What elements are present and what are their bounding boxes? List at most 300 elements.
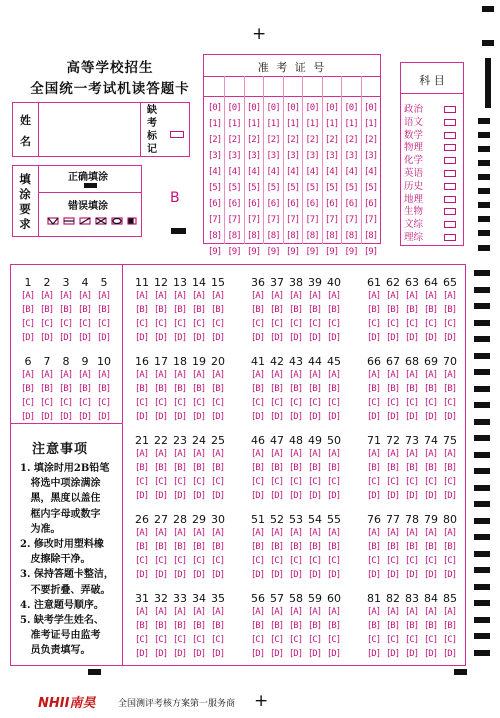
answer-bubble[interactable]: [D] <box>153 491 168 501</box>
answer-bubble[interactable]: [A] <box>153 449 168 459</box>
answer-bubble[interactable]: [D] <box>404 333 419 343</box>
answer-bubble[interactable]: [A] <box>326 607 341 617</box>
answer-bubble[interactable]: [A] <box>134 607 149 617</box>
answer-bubble[interactable]: [C] <box>58 398 73 408</box>
answer-bubble[interactable]: [D] <box>134 649 149 659</box>
answer-bubble[interactable]: [B] <box>366 621 381 631</box>
answer-bubble[interactable]: [A] <box>442 370 457 380</box>
answer-bubble[interactable]: [B] <box>307 621 322 631</box>
answer-bubble[interactable]: [A] <box>172 528 187 538</box>
answer-bubble[interactable]: [C] <box>269 635 284 645</box>
exam-id-column[interactable] <box>323 100 340 260</box>
answer-bubble[interactable]: [B] <box>153 384 168 394</box>
answer-bubble[interactable]: [C] <box>39 398 54 408</box>
answer-bubble[interactable]: [B] <box>288 384 303 394</box>
answer-bubble[interactable]: [A] <box>442 449 457 459</box>
answer-bubble[interactable]: [D] <box>172 491 187 501</box>
answer-bubble[interactable]: [A] <box>39 291 54 301</box>
answer-bubble[interactable]: [C] <box>404 398 419 408</box>
answer-bubble[interactable]: [A] <box>210 449 225 459</box>
answer-bubble[interactable]: [A] <box>404 449 419 459</box>
answer-bubble[interactable]: [D] <box>134 412 149 422</box>
subject-bubble[interactable] <box>444 132 456 139</box>
answer-bubble[interactable]: [A] <box>404 291 419 301</box>
subject-option[interactable] <box>404 180 456 193</box>
answer-bubble[interactable]: [D] <box>442 570 457 580</box>
answer-bubble[interactable]: [A] <box>250 528 265 538</box>
answer-bubble[interactable]: [D] <box>366 412 381 422</box>
exam-id-digit[interactable]: [8] <box>305 231 319 241</box>
exam-id-digit[interactable]: [6] <box>207 199 222 209</box>
answer-bubble[interactable]: [C] <box>423 477 438 487</box>
absent-mark-box[interactable] <box>170 131 184 138</box>
answer-bubble[interactable]: [D] <box>326 570 341 580</box>
answer-bubble[interactable]: [D] <box>172 570 187 580</box>
answer-bubble[interactable]: [A] <box>153 607 168 617</box>
answer-bubble[interactable]: [C] <box>269 477 284 487</box>
exam-id-column[interactable] <box>206 100 223 260</box>
answer-bubble[interactable]: [B] <box>172 542 187 552</box>
exam-id-digit[interactable]: [5] <box>227 183 241 193</box>
exam-id-column[interactable] <box>284 100 301 260</box>
exam-id-digit[interactable]: [8] <box>246 231 261 241</box>
answer-bubble[interactable]: [A] <box>366 291 381 301</box>
subject-option[interactable] <box>404 103 456 116</box>
answer-bubble[interactable]: [A] <box>269 449 284 459</box>
answer-bubble[interactable]: [C] <box>210 398 225 408</box>
answer-bubble[interactable]: [B] <box>77 384 92 394</box>
answer-bubble[interactable]: [C] <box>404 477 419 487</box>
answer-bubble[interactable]: [B] <box>423 542 438 552</box>
answer-bubble[interactable]: [C] <box>326 319 341 329</box>
answer-bubble[interactable]: [A] <box>385 370 400 380</box>
answer-bubble[interactable]: [C] <box>172 477 187 487</box>
answer-bubble[interactable]: [A] <box>423 370 438 380</box>
exam-id-column[interactable] <box>362 100 379 260</box>
answer-bubble[interactable]: [D] <box>96 412 111 422</box>
answer-bubble[interactable]: [C] <box>307 556 322 566</box>
exam-id-digit[interactable]: [9] <box>324 247 339 257</box>
answer-bubble[interactable]: [B] <box>191 621 206 631</box>
answer-bubble[interactable]: [B] <box>288 305 303 315</box>
answer-bubble[interactable]: [A] <box>191 528 206 538</box>
answer-bubble[interactable]: [A] <box>385 449 400 459</box>
exam-id-digit[interactable]: [5] <box>344 183 358 193</box>
answer-bubble[interactable]: [A] <box>404 528 419 538</box>
answer-bubble[interactable]: [C] <box>288 398 303 408</box>
answer-bubble[interactable]: [A] <box>191 291 206 301</box>
answer-bubble[interactable]: [B] <box>250 463 265 473</box>
answer-bubble[interactable]: [D] <box>210 491 225 501</box>
answer-bubble[interactable]: [B] <box>385 621 400 631</box>
answer-bubble[interactable]: [A] <box>307 528 322 538</box>
answer-bubble[interactable]: [B] <box>172 305 187 315</box>
answer-bubble[interactable]: [A] <box>153 291 168 301</box>
exam-id-digit[interactable]: [2] <box>266 135 280 145</box>
answer-bubble[interactable]: [A] <box>210 291 225 301</box>
answer-bubble[interactable]: [A] <box>404 370 419 380</box>
answer-bubble[interactable]: [D] <box>423 649 438 659</box>
answer-bubble[interactable]: [B] <box>423 621 438 631</box>
exam-id-digit[interactable]: [7] <box>266 215 280 225</box>
answer-bubble[interactable]: [D] <box>288 412 303 422</box>
exam-id-column[interactable] <box>245 100 262 260</box>
answer-bubble[interactable]: [A] <box>423 607 438 617</box>
answer-bubble[interactable]: [D] <box>423 491 438 501</box>
answer-bubble[interactable]: [B] <box>366 542 381 552</box>
answer-bubble[interactable]: [B] <box>250 621 265 631</box>
exam-id-column[interactable] <box>343 100 360 260</box>
answer-bubble[interactable]: [C] <box>404 319 419 329</box>
answer-bubble[interactable]: [C] <box>39 319 54 329</box>
answer-bubble[interactable]: [A] <box>210 607 225 617</box>
exam-id-digit[interactable]: [3] <box>246 151 261 161</box>
subject-option[interactable] <box>404 193 456 206</box>
answer-bubble[interactable]: [C] <box>134 319 149 329</box>
answer-bubble[interactable]: [C] <box>77 319 92 329</box>
answer-bubble[interactable]: [C] <box>442 319 457 329</box>
answer-bubble[interactable]: [D] <box>96 333 111 343</box>
exam-id-digit[interactable]: [3] <box>363 151 378 161</box>
answer-bubble[interactable]: [D] <box>326 412 341 422</box>
answer-bubble[interactable]: [D] <box>269 491 284 501</box>
answer-bubble[interactable]: [B] <box>366 463 381 473</box>
answer-bubble[interactable]: [A] <box>172 449 187 459</box>
answer-bubble[interactable]: [D] <box>385 491 400 501</box>
answer-bubble[interactable]: [B] <box>307 384 322 394</box>
answer-bubble[interactable]: [C] <box>153 477 168 487</box>
answer-bubble[interactable]: [C] <box>326 556 341 566</box>
answer-bubble[interactable]: [B] <box>153 305 168 315</box>
exam-id-digit[interactable]: [1] <box>344 119 358 129</box>
subject-option[interactable] <box>404 231 456 244</box>
exam-id-digit[interactable]: [2] <box>285 135 300 145</box>
exam-id-digit[interactable]: [8] <box>227 231 241 241</box>
exam-id-digit[interactable]: [0] <box>305 103 319 113</box>
answer-bubble[interactable]: [C] <box>153 635 168 645</box>
answer-bubble[interactable]: [D] <box>153 570 168 580</box>
exam-id-digit[interactable]: [5] <box>207 183 222 193</box>
answer-bubble[interactable]: [B] <box>153 542 168 552</box>
answer-bubble[interactable]: [B] <box>326 621 341 631</box>
exam-id-digit[interactable]: [5] <box>324 183 339 193</box>
answer-bubble[interactable]: [B] <box>288 542 303 552</box>
exam-id-digit[interactable]: [9] <box>246 247 261 257</box>
answer-bubble[interactable]: [B] <box>134 305 149 315</box>
answer-bubble[interactable]: [C] <box>96 319 111 329</box>
subject-option[interactable] <box>404 205 456 218</box>
answer-bubble[interactable]: [B] <box>210 305 225 315</box>
subject-option[interactable] <box>404 129 456 142</box>
answer-bubble[interactable]: [C] <box>77 398 92 408</box>
answer-bubble[interactable]: [D] <box>172 649 187 659</box>
answer-bubble[interactable]: [C] <box>366 477 381 487</box>
answer-bubble[interactable]: [A] <box>423 291 438 301</box>
exam-id-digit[interactable]: [6] <box>324 199 339 209</box>
answer-bubble[interactable]: [B] <box>423 384 438 394</box>
answer-bubble[interactable]: [D] <box>307 570 322 580</box>
exam-id-digit[interactable]: [1] <box>266 119 280 129</box>
answer-bubble[interactable]: [D] <box>191 333 206 343</box>
exam-id-digit[interactable]: [3] <box>305 151 319 161</box>
answer-bubble[interactable]: [A] <box>250 449 265 459</box>
answer-bubble[interactable]: [D] <box>423 570 438 580</box>
answer-bubble[interactable]: [B] <box>326 463 341 473</box>
exam-id-digit[interactable]: [7] <box>324 215 339 225</box>
exam-id-digit[interactable]: [7] <box>246 215 261 225</box>
exam-id-digit[interactable]: [0] <box>246 103 261 113</box>
answer-bubble[interactable]: [C] <box>442 477 457 487</box>
exam-id-digit[interactable]: [4] <box>305 167 319 177</box>
answer-bubble[interactable]: [C] <box>20 398 35 408</box>
exam-id-digit[interactable]: [1] <box>246 119 261 129</box>
answer-bubble[interactable]: [B] <box>210 621 225 631</box>
subject-bubble[interactable] <box>444 144 456 151</box>
answer-bubble[interactable]: [C] <box>153 319 168 329</box>
exam-id-digit[interactable]: [0] <box>363 103 378 113</box>
answer-bubble[interactable]: [B] <box>385 463 400 473</box>
answer-bubble[interactable]: [C] <box>153 398 168 408</box>
answer-bubble[interactable]: [B] <box>191 305 206 315</box>
answer-bubble[interactable]: [A] <box>326 291 341 301</box>
answer-bubble[interactable]: [A] <box>385 528 400 538</box>
exam-id-digit[interactable]: [5] <box>266 183 280 193</box>
subject-bubble[interactable] <box>444 157 456 164</box>
answer-bubble[interactable]: [B] <box>404 542 419 552</box>
answer-bubble[interactable]: [C] <box>385 398 400 408</box>
answer-bubble[interactable]: [A] <box>20 370 35 380</box>
answer-bubble[interactable]: [A] <box>250 370 265 380</box>
exam-id-digit[interactable]: [4] <box>344 167 358 177</box>
answer-bubble[interactable]: [B] <box>172 384 187 394</box>
answer-bubble[interactable]: [B] <box>210 384 225 394</box>
exam-id-digit[interactable]: [3] <box>227 151 241 161</box>
answer-bubble[interactable]: [D] <box>288 649 303 659</box>
answer-bubble[interactable]: [C] <box>442 398 457 408</box>
exam-id-digit[interactable]: [1] <box>227 119 241 129</box>
answer-bubble[interactable]: [C] <box>442 556 457 566</box>
answer-bubble[interactable]: [A] <box>269 607 284 617</box>
answer-bubble[interactable]: [D] <box>210 649 225 659</box>
answer-bubble[interactable]: [D] <box>269 412 284 422</box>
answer-bubble[interactable]: [C] <box>366 398 381 408</box>
answer-bubble[interactable]: [D] <box>307 649 322 659</box>
answer-bubble[interactable]: [A] <box>404 607 419 617</box>
answer-bubble[interactable]: [B] <box>385 542 400 552</box>
exam-id-digit[interactable]: [7] <box>344 215 358 225</box>
answer-bubble[interactable]: [A] <box>96 291 111 301</box>
exam-id-digit[interactable]: [2] <box>363 135 378 145</box>
exam-id-digit[interactable]: [3] <box>207 151 222 161</box>
answer-bubble[interactable]: [A] <box>134 291 149 301</box>
exam-id-digit[interactable]: [7] <box>305 215 319 225</box>
answer-bubble[interactable]: [A] <box>77 291 92 301</box>
answer-bubble[interactable]: [A] <box>442 528 457 538</box>
exam-id-digit[interactable]: [1] <box>324 119 339 129</box>
answer-bubble[interactable]: [C] <box>191 477 206 487</box>
answer-bubble[interactable]: [C] <box>134 477 149 487</box>
exam-id-digit[interactable]: [2] <box>227 135 241 145</box>
answer-bubble[interactable]: [B] <box>191 463 206 473</box>
answer-bubble[interactable]: [B] <box>134 542 149 552</box>
answer-bubble[interactable]: [D] <box>307 491 322 501</box>
exam-id-digit[interactable]: [9] <box>363 247 378 257</box>
answer-bubble[interactable]: [A] <box>269 291 284 301</box>
answer-bubble[interactable]: [B] <box>442 305 457 315</box>
answer-bubble[interactable]: [B] <box>288 621 303 631</box>
answer-bubble[interactable]: [B] <box>404 305 419 315</box>
answer-bubble[interactable]: [D] <box>250 333 265 343</box>
exam-id-digit[interactable]: [4] <box>246 167 261 177</box>
answer-bubble[interactable]: [C] <box>366 635 381 645</box>
exam-id-digit[interactable]: [9] <box>227 247 241 257</box>
answer-bubble[interactable]: [A] <box>210 528 225 538</box>
answer-bubble[interactable]: [D] <box>404 649 419 659</box>
answer-bubble[interactable]: [B] <box>250 542 265 552</box>
exam-id-digit[interactable]: [8] <box>207 231 222 241</box>
answer-bubble[interactable]: [C] <box>250 635 265 645</box>
answer-bubble[interactable]: [B] <box>326 542 341 552</box>
exam-id-digit[interactable]: [5] <box>363 183 378 193</box>
exam-id-digit[interactable]: [4] <box>363 167 378 177</box>
answer-bubble[interactable]: [A] <box>366 528 381 538</box>
exam-id-digit[interactable]: [6] <box>363 199 378 209</box>
answer-bubble[interactable]: [C] <box>366 556 381 566</box>
answer-bubble[interactable]: [D] <box>250 491 265 501</box>
answer-bubble[interactable]: [C] <box>385 477 400 487</box>
exam-id-digit[interactable]: [7] <box>285 215 300 225</box>
answer-bubble[interactable]: [D] <box>153 412 168 422</box>
answer-bubble[interactable]: [A] <box>172 291 187 301</box>
answer-bubble[interactable]: [C] <box>191 635 206 645</box>
answer-bubble[interactable]: [B] <box>96 384 111 394</box>
answer-bubble[interactable]: [C] <box>326 398 341 408</box>
subject-option[interactable] <box>404 218 456 231</box>
answer-bubble[interactable]: [D] <box>366 333 381 343</box>
answer-bubble[interactable]: [C] <box>250 556 265 566</box>
answer-bubble[interactable]: [B] <box>58 384 73 394</box>
answer-bubble[interactable]: [C] <box>210 477 225 487</box>
answer-bubble[interactable]: [C] <box>307 477 322 487</box>
answer-bubble[interactable]: [D] <box>134 491 149 501</box>
answer-bubble[interactable]: [D] <box>191 491 206 501</box>
answer-bubble[interactable]: [D] <box>404 491 419 501</box>
answer-bubble[interactable]: [C] <box>210 556 225 566</box>
answer-bubble[interactable]: [C] <box>96 398 111 408</box>
answer-bubble[interactable]: [A] <box>288 607 303 617</box>
exam-id-digit[interactable]: [2] <box>305 135 319 145</box>
answer-bubble[interactable]: [D] <box>366 570 381 580</box>
answer-bubble[interactable]: [A] <box>58 370 73 380</box>
answer-bubble[interactable]: [A] <box>134 528 149 538</box>
answer-bubble[interactable]: [D] <box>77 333 92 343</box>
answer-bubble[interactable]: [B] <box>307 305 322 315</box>
answer-bubble[interactable]: [C] <box>250 319 265 329</box>
answer-bubble[interactable]: [D] <box>269 333 284 343</box>
exam-id-digit[interactable]: [6] <box>227 199 241 209</box>
answer-bubble[interactable]: [C] <box>385 556 400 566</box>
answer-bubble[interactable]: [C] <box>134 398 149 408</box>
answer-bubble[interactable]: [A] <box>442 291 457 301</box>
answer-bubble[interactable]: [D] <box>404 570 419 580</box>
answer-bubble[interactable]: [C] <box>191 319 206 329</box>
exam-id-digit[interactable]: [9] <box>344 247 358 257</box>
subject-bubble[interactable] <box>444 234 456 241</box>
answer-bubble[interactable]: [B] <box>442 621 457 631</box>
answer-bubble[interactable]: [B] <box>134 621 149 631</box>
answer-bubble[interactable]: [D] <box>58 412 73 422</box>
answer-bubble[interactable]: [C] <box>307 398 322 408</box>
exam-id-digit[interactable]: [0] <box>285 103 300 113</box>
answer-bubble[interactable]: [D] <box>326 491 341 501</box>
answer-bubble[interactable]: [B] <box>250 305 265 315</box>
answer-bubble[interactable]: [B] <box>442 384 457 394</box>
answer-bubble[interactable]: [A] <box>191 607 206 617</box>
answer-bubble[interactable]: [A] <box>134 449 149 459</box>
answer-bubble[interactable]: [D] <box>250 570 265 580</box>
answer-bubble[interactable]: [D] <box>191 570 206 580</box>
answer-bubble[interactable]: [D] <box>39 412 54 422</box>
exam-id-digit[interactable]: [4] <box>227 167 241 177</box>
answer-bubble[interactable]: [C] <box>172 398 187 408</box>
exam-id-digit[interactable]: [9] <box>285 247 300 257</box>
subject-bubble[interactable] <box>444 170 456 177</box>
answer-bubble[interactable]: [C] <box>307 319 322 329</box>
answer-bubble[interactable]: [C] <box>153 556 168 566</box>
answer-bubble[interactable]: [A] <box>172 607 187 617</box>
exam-id-digit[interactable]: [3] <box>344 151 358 161</box>
answer-bubble[interactable]: [B] <box>269 384 284 394</box>
exam-id-digit[interactable]: [8] <box>363 231 378 241</box>
subject-option[interactable] <box>404 154 456 167</box>
answer-bubble[interactable]: [B] <box>326 305 341 315</box>
answer-bubble[interactable]: [A] <box>153 370 168 380</box>
subject-bubble[interactable] <box>444 106 456 113</box>
answer-bubble[interactable]: [A] <box>288 370 303 380</box>
answer-bubble[interactable]: [B] <box>404 384 419 394</box>
answer-bubble[interactable]: [D] <box>288 491 303 501</box>
exam-id-digit[interactable]: [8] <box>324 231 339 241</box>
answer-bubble[interactable]: [D] <box>210 333 225 343</box>
answer-bubble[interactable]: [D] <box>326 649 341 659</box>
answer-bubble[interactable]: [D] <box>385 412 400 422</box>
answer-bubble[interactable]: [A] <box>191 370 206 380</box>
answer-bubble[interactable]: [C] <box>269 556 284 566</box>
answer-bubble[interactable]: [B] <box>442 463 457 473</box>
answer-bubble[interactable]: [D] <box>172 333 187 343</box>
exam-id-digit[interactable]: [1] <box>285 119 300 129</box>
answer-bubble[interactable]: [B] <box>96 305 111 315</box>
answer-bubble[interactable]: [D] <box>385 649 400 659</box>
answer-bubble[interactable]: [B] <box>210 463 225 473</box>
answer-bubble[interactable]: [B] <box>153 621 168 631</box>
exam-id-digit[interactable]: [6] <box>344 199 358 209</box>
answer-bubble[interactable]: [C] <box>20 319 35 329</box>
exam-id-digit[interactable]: [0] <box>344 103 358 113</box>
exam-id-digit[interactable]: [3] <box>266 151 280 161</box>
exam-id-column[interactable] <box>304 100 321 260</box>
answer-bubble[interactable]: [C] <box>250 477 265 487</box>
answer-bubble[interactable]: [A] <box>385 607 400 617</box>
answer-bubble[interactable]: [D] <box>385 333 400 343</box>
answer-bubble[interactable]: [D] <box>250 412 265 422</box>
answer-bubble[interactable]: [D] <box>269 570 284 580</box>
answer-bubble[interactable]: [B] <box>269 463 284 473</box>
exam-id-column[interactable] <box>265 100 282 260</box>
answer-bubble[interactable]: [A] <box>250 291 265 301</box>
answer-bubble[interactable]: [B] <box>307 542 322 552</box>
answer-bubble[interactable]: [C] <box>288 635 303 645</box>
